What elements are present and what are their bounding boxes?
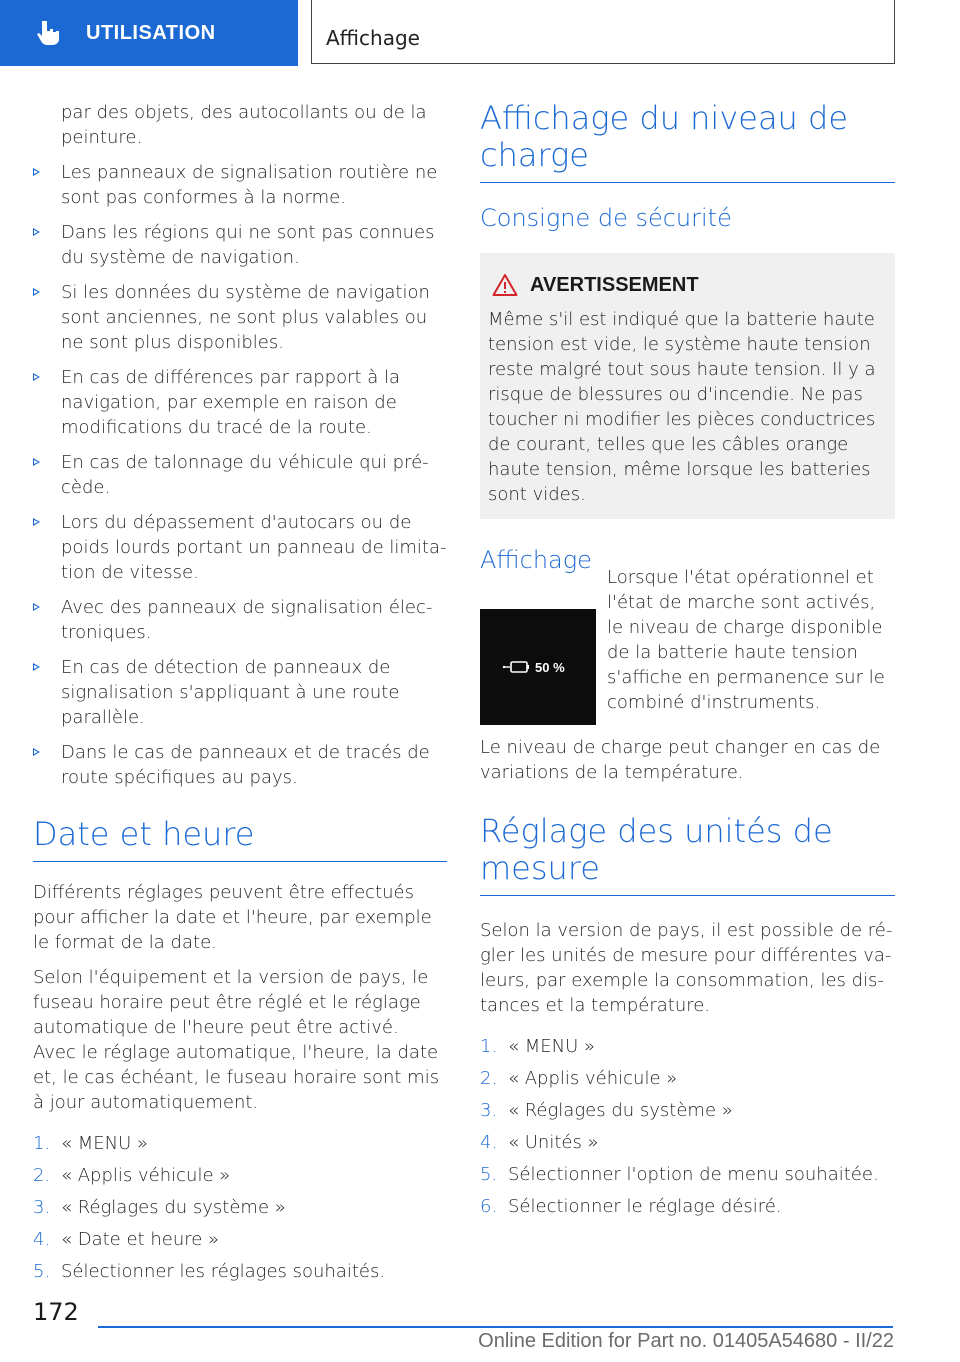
step-item — [33, 1195, 447, 1220]
units-heading: Réglage des unités de mesure — [480, 813, 895, 896]
step-text: « Unités » — [508, 1132, 599, 1153]
bullet-triangle-icon — [33, 458, 40, 466]
battery-plug-icon — [502, 659, 532, 675]
step-text: « MENU » — [61, 1133, 149, 1154]
bullet-triangle-icon — [33, 228, 40, 236]
continuation-text: par des objets, des autocollants ou de la peinture. — [61, 102, 427, 148]
topic-title: Affichage — [326, 26, 420, 50]
step-text: Sélectionner l'option de menu souhaitée. — [508, 1164, 879, 1185]
bullet-text: Lors du dépassement d'autocars ou de poids lourds portant un panneau de limitation de vitesse. — [61, 512, 447, 583]
bullet-text: Les panneaux de signalisation routière ne sont pas conformes à la norme. — [61, 162, 438, 208]
display-text-2: Le niveau de charge peut changer en cas de variations de la température. — [480, 737, 881, 783]
pointing-hand-icon — [34, 18, 64, 48]
warning-triangle-icon — [492, 273, 518, 297]
step-text: « Réglages du système » — [61, 1197, 286, 1218]
date-paragraph-2: Selon l'équipement et la version de pays, le fuseau horaire peut être réglé et le réglage automatique de l'heure peut être activé. Avec le réglage automatique, l'heure, la date et, le cas échéant, le fuseau horaire sont mis à jour automatiquement. — [33, 967, 440, 1113]
units-steps — [480, 1034, 895, 1219]
instrument-cluster-image — [480, 609, 596, 725]
bullet-triangle-icon — [33, 663, 40, 671]
display-text: Lorsque l'état opérationnel et l'état de marche sont activés, le niveau de charge disponible de la batterie haute tension s'affiche en permanence sur le combiné d'instruments. — [607, 567, 885, 713]
bullet-text: Avec des panneaux de signalisation électroniques. — [61, 597, 433, 643]
step-item — [480, 1034, 895, 1059]
bullet-item — [33, 450, 447, 500]
warning-text: Même s'il est indiqué que la batterie haute tension est vide, le système haute tension reste malgré tout sous haute tension. Il y a risque de blessures ou d'incendie. Ne pas toucher ni modifier les pièces conductrices de courant, telles que les câbles orange haute tension, même lorsque les batteries sont vides. — [488, 309, 876, 505]
step-item — [480, 1194, 895, 1219]
step-number: 3. — [33, 1197, 51, 1218]
bullet-text: Dans le cas de panneaux et de tracés de route spécifiques au pays. — [61, 742, 430, 788]
bullet-text: En cas de détection de panneaux de signalisation s'appliquant à une route parallèle. — [61, 657, 400, 728]
step-number: 2. — [480, 1068, 498, 1089]
step-item — [480, 1130, 895, 1155]
step-text: « Applis véhicule » — [61, 1165, 231, 1186]
display-block — [480, 565, 895, 725]
step-item — [480, 1162, 895, 1187]
bullet-item — [33, 595, 447, 645]
step-number: 1. — [33, 1133, 51, 1154]
bullet-text: Si les données du système de navigation sont anciennes, ne sont plus valables ou ne sont plus disponibles. — [61, 282, 430, 353]
bullet-item — [33, 740, 447, 790]
step-item — [33, 1163, 447, 1188]
bullet-item — [33, 655, 447, 730]
step-number: 4. — [480, 1132, 498, 1153]
bullet-triangle-icon — [33, 603, 40, 611]
bullet-item — [33, 280, 447, 355]
step-item — [480, 1098, 895, 1123]
date-heading: Date et heure — [33, 816, 447, 862]
step-text: « Applis véhicule » — [508, 1068, 678, 1089]
bullet-triangle-icon — [33, 168, 40, 176]
bullet-triangle-icon — [33, 518, 40, 526]
step-text: Sélectionner le réglage désiré. — [508, 1196, 782, 1217]
step-text: « Date et heure » — [61, 1229, 220, 1250]
bullet-text: Dans les régions qui ne sont pas connues du système de navigation. — [61, 222, 435, 268]
right-column — [480, 100, 895, 1226]
step-item — [33, 1227, 447, 1252]
units-paragraph: Selon la version de pays, il est possible de régler les unités de mesure pour différentes valeurs, par exemple la consommation, les distances et la température. — [480, 920, 893, 1016]
step-number: 6. — [480, 1196, 498, 1217]
step-number: 4. — [33, 1229, 51, 1250]
step-item — [33, 1131, 447, 1156]
left-column — [33, 100, 447, 1291]
bullet-triangle-icon — [33, 748, 40, 756]
step-item — [480, 1066, 895, 1091]
topic-header — [311, 0, 895, 64]
section-title: UTILISATION — [86, 21, 216, 44]
bullet-text: En cas de talonnage du véhicule qui précède. — [61, 452, 429, 498]
date-paragraph-1: Différents réglages peuvent être effectués pour afficher la date et l'heure, par exemple le format de la date. — [33, 882, 432, 953]
step-text: Sélectionner les réglages souhaités. — [61, 1261, 386, 1282]
bullet-item — [33, 365, 447, 440]
bullet-item — [33, 160, 447, 210]
display-heading: Affichage — [480, 546, 592, 574]
step-text: « MENU » — [508, 1036, 596, 1057]
page-number: 172 — [33, 1298, 79, 1326]
step-number: 5. — [33, 1261, 51, 1282]
bullet-list — [33, 160, 447, 790]
date-steps — [33, 1131, 447, 1284]
warning-title: AVERTISSEMENT — [530, 273, 699, 296]
footer-rule — [98, 1326, 893, 1328]
edition-footer: Online Edition for Part no. 01405A54680 - II/22 — [478, 1330, 894, 1352]
step-number: 1. — [480, 1036, 498, 1057]
warning-box — [480, 253, 895, 519]
step-number: 2. — [33, 1165, 51, 1186]
bullet-item — [33, 510, 447, 585]
step-number: 5. — [480, 1164, 498, 1185]
step-text: « Réglages du système » — [508, 1100, 733, 1121]
step-item — [33, 1259, 447, 1284]
safety-heading: Consigne de sécurité — [480, 204, 732, 232]
charge-heading: Affichage du niveau de charge — [480, 100, 895, 183]
step-number: 3. — [480, 1100, 498, 1121]
bullet-triangle-icon — [33, 373, 40, 381]
section-tab — [0, 0, 298, 66]
bullet-triangle-icon — [33, 288, 40, 296]
bullet-text: En cas de différences par rapport à la navigation, par exemple en raison de modifications du tracé de la route. — [61, 367, 401, 438]
bullet-item — [33, 220, 447, 270]
charge-level-value: 50 % — [535, 660, 565, 675]
